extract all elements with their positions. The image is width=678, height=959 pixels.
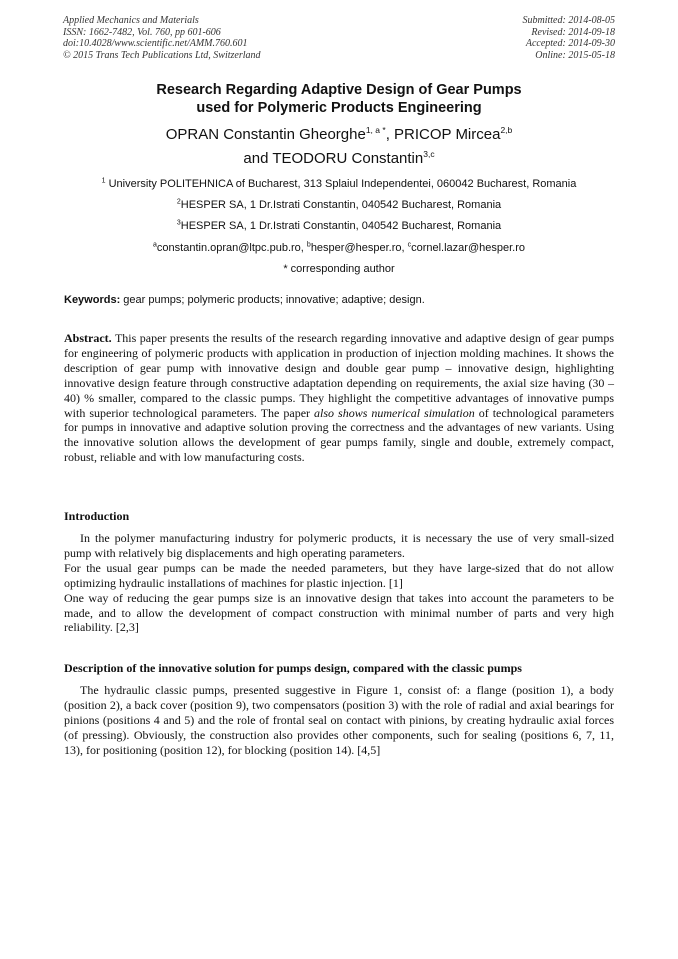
description-paragraph-1: The hydraulic classic pumps, presented suggestive in Figure 1, consist of: a flange (position 1), a body (position 2), a back cover (position 9), two compensators (position 3) with the role of radial and axial bearings for pinions (positions 4 and 5) and the role of frontal seal on contact with pinions, by creating hydraulic axial forces (of pressing). Obviously, the construction also provides other components, such for sealing (positions 6, 7, 11, 13), for positioning (position 12), for blocking (position 14). [4,5]: [64, 683, 614, 757]
keywords-text: gear pumps; polymeric products; innovative; adaptive; design.: [120, 294, 425, 306]
abstract: [64, 331, 614, 465]
introduction-paragraph-3: One way of reducing the gear pumps size is an innovative design that takes into account the parameters to be made, and to allow the development of compact construction with minimal number of parts and very high reliability. [2,3]: [64, 590, 614, 635]
author-emails: [20, 238, 658, 259]
abstract-text-1: This paper presents the results of the research regarding innovative and adaptive design of gear pumps for engineering of polymeric products with application in production of injection molding machines. It shows the description of gear pump with innovative design and double gear pump – innovative design, highlighting innovative design feature through constructive adaptation depending on requirements, the axial size having (30 – 40) % smaller, compared to the classic pumps. They highlight the competitive advantages of innovative pumps with superior technological parameters. The paper: [64, 331, 614, 420]
affiliation-3-mark: 3: [176, 219, 181, 227]
abstract-label: Abstract.: [64, 331, 112, 345]
date-accepted: Accepted: 2014-09-30: [525, 38, 615, 49]
description-section: [64, 683, 614, 758]
email-c: cornel.lazar@hesper.ro: [411, 241, 525, 254]
author-list: [40, 123, 638, 171]
abstract-italic-text: also shows numerical simulation: [314, 405, 475, 420]
email-a: constantin.opran@ltpc.pub.ro,: [156, 241, 307, 254]
introduction-paragraph-2: For the usual gear pumps can be made the needed parameters, but they have large-sized that do not allow optimizing hydraulic installations of machines for plastic injection. [1]: [64, 560, 614, 590]
introduction-section: [64, 531, 614, 635]
affiliation-1-text: University POLITEHNICA of Bucharest, 313 Splaiul Independentei, 060042 Bucharest, Romania: [105, 178, 577, 190]
abstract-paragraph: [64, 331, 614, 465]
affiliation-1-mark: 1: [101, 177, 106, 185]
author-line-2: [40, 147, 638, 171]
paper-title: [40, 81, 638, 117]
description-heading: Description of the innovative solution for pumps design, compared with the classic pumps: [64, 661, 522, 675]
affiliation-3-text: HESPER SA, 1 Dr.Istrati Constantin, 040542 Bucharest, Romania: [180, 220, 502, 233]
author-2-name: PRICOP Mircea: [394, 126, 501, 143]
journal-name: Applied Mechanics and Materials: [63, 15, 199, 26]
journal-info: [63, 15, 261, 61]
date-revised: Revised: 2014-09-18: [531, 26, 615, 38]
journal-copyright: © 2015 Trans Tech Publications Ltd, Switzerland: [63, 49, 261, 61]
affiliations: [20, 174, 658, 280]
affiliation-3: [20, 216, 658, 237]
date-online: Online: 2015-05-18: [535, 49, 615, 61]
journal-doi: doi:10.4028/www.scientific.net/AMM.760.601: [63, 38, 248, 49]
email-b: hesper@hesper.ro,: [310, 241, 408, 254]
author-line-1: [40, 123, 638, 147]
affiliation-2-mark: 2: [176, 198, 181, 206]
date-submitted: Submitted: 2014-08-05: [522, 15, 615, 26]
corresponding-author-note: * corresponding author: [283, 262, 395, 275]
affiliation-1: [20, 174, 658, 195]
paper-title-line-1: Research Regarding Adaptive Design of Gear Pumps: [156, 82, 522, 98]
journal-issn: ISSN: 1662-7482, Vol. 760, pp 601-606: [63, 26, 221, 38]
author-3-name: and TEODORU Constantin: [243, 150, 424, 167]
keywords: [64, 294, 425, 306]
abstract-text-2: of technological parameters for pumps in innovative and adaptive solution proving the correctness and the advantages of new variants. Using the innovative solution allows the development of gear pumps family, single and double, extremely compact, robust, reliable and with low manufacturing costs.: [64, 405, 614, 465]
email-b-mark: b: [306, 240, 311, 248]
email-c-mark: c: [407, 240, 412, 248]
author-separator: ,: [385, 126, 395, 143]
introduction-heading: Introduction: [64, 509, 130, 523]
affiliation-2: [20, 195, 658, 216]
author-3-affiliation-mark: 3,c: [423, 149, 435, 159]
email-a-mark: a: [153, 240, 157, 248]
paper-title-line-2: used for Polymeric Products Engineering: [196, 100, 482, 116]
introduction-paragraph-1: In the polymer manufacturing industry for polymeric products, it is necessary the use of very small-sized pump with relatively big displacements and high operating parameters.: [64, 531, 614, 560]
author-2-affiliation-mark: 2,b: [500, 125, 513, 135]
author-1-affiliation-mark: 1, a *: [365, 125, 386, 135]
affiliation-2-text: HESPER SA, 1 Dr.Istrati Constantin, 040542 Bucharest, Romania: [180, 199, 502, 212]
keywords-label: Keywords:: [64, 294, 121, 306]
submission-dates: [523, 15, 616, 61]
author-1-name: OPRAN Constantin Gheorghe: [165, 126, 366, 143]
